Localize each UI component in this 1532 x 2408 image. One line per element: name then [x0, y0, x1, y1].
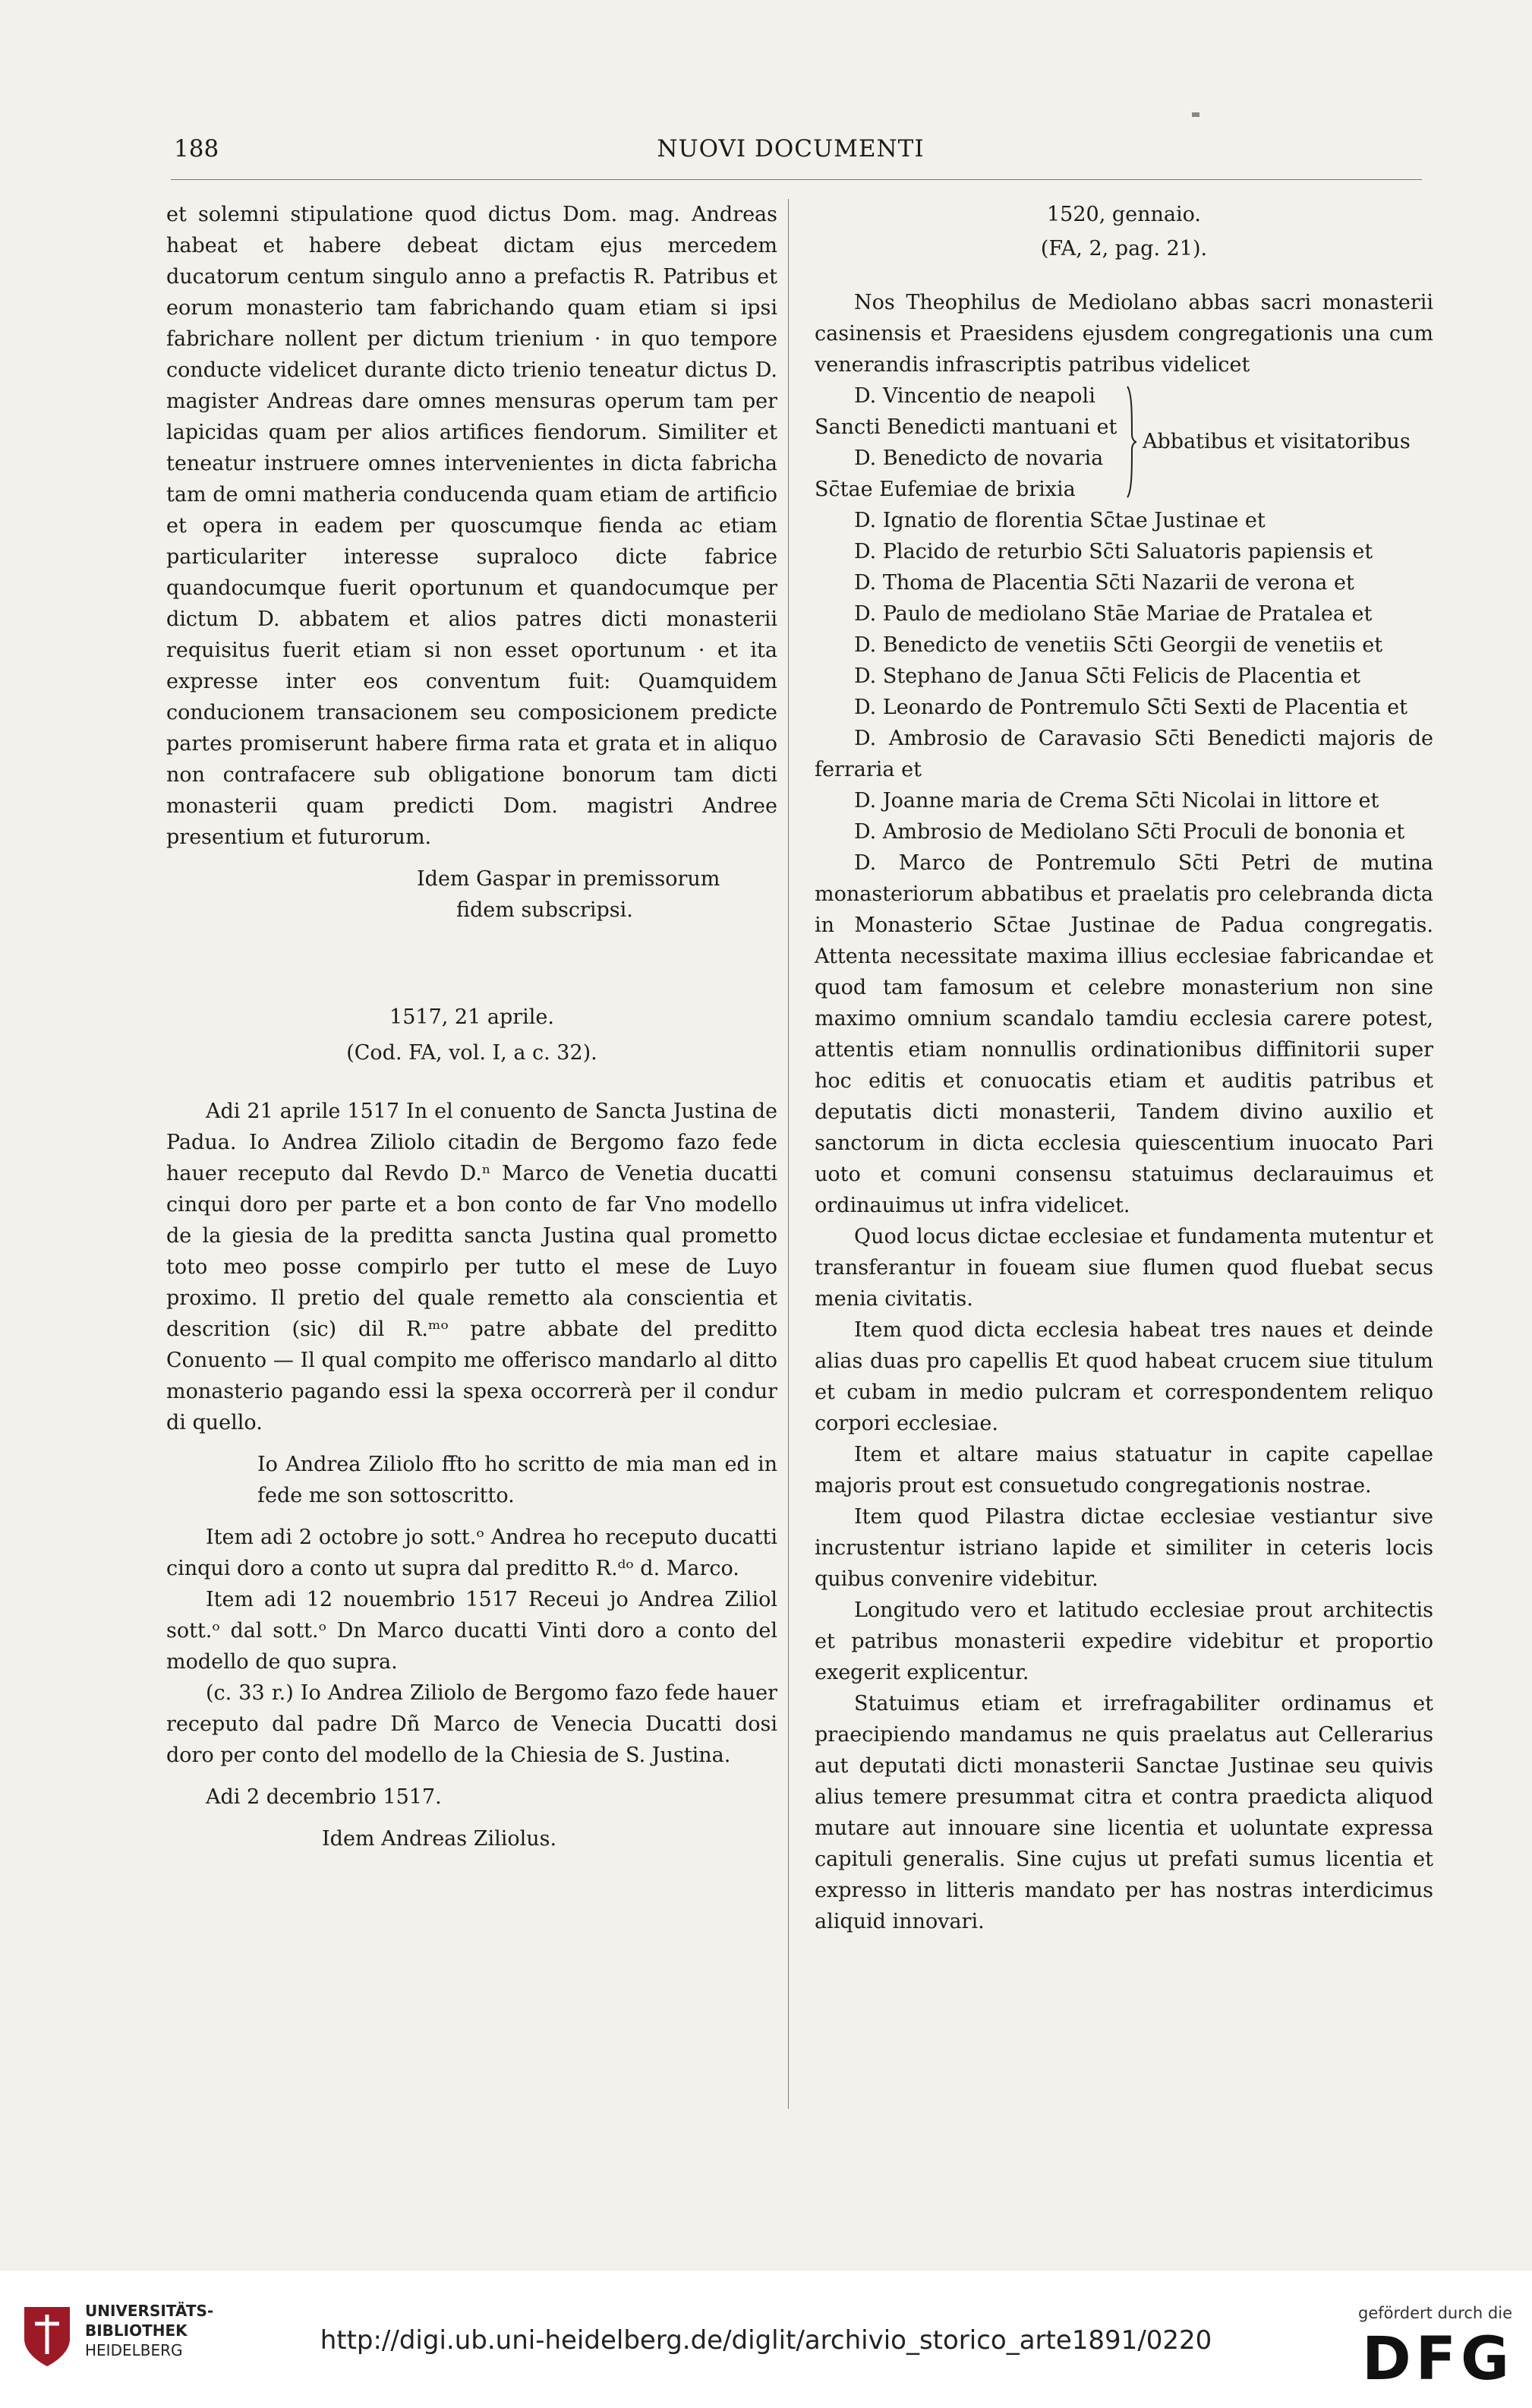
bracket-label: Abbatibus et visitatoribus — [1143, 430, 1411, 453]
page-number: 188 — [174, 135, 219, 163]
paragraph-item-c33: (c. 33 r.) Io Andrea Ziliolo de Bergomo fazo fede hauer receputo dal padre Dñ Marco de Venecia Ducatti dosi doro per conto del modello de la Chiesia de S. Justina. — [166, 1681, 777, 1767]
paragraph-item-naves: Item quod dicta ecclesia habeat tres naues et deinde alias duas pro capellis Et quod habeat crucem siue titulum et cubam in medio pulcram et correspondentem reliquo corpori ecclesiae. — [815, 1318, 1433, 1435]
document-date: 1517, 21 aprile. — [389, 1005, 554, 1029]
abbots-bracket-group — [815, 380, 1433, 505]
document-date: 1520, gennaio. — [1046, 203, 1201, 226]
library-line: HEIDELBERG — [85, 2341, 183, 2359]
abbots-list-continued — [815, 785, 1433, 847]
sponsor-label: gefördert durch die — [1358, 2304, 1512, 2322]
document-source: (Cod. FA, vol. I, a c. 32). — [346, 1041, 597, 1065]
paragraph-item-october: Item adi 2 octobre jo sott.ᵒ Andrea ho receputo ducatti cinqui doro a conto ut supra dal preditto R.ᵈᵒ d. Marco. — [166, 1526, 777, 1580]
paragraph-contract: et solemni stipulatione quod dictus Dom. mag. Andreas habeat et habere debeat dictam ejus mercedem ducatorum centum singulo anno a prefactis R. Patribus et eorum monasterio tam fabrichando quam etiam si ipsi fabrichare nollent per dictum trienium · in quo tempore conducte videlicet durante dicto trienio teneatur dictus D. magister Andreas dare omnes mensuras operum tam per lapicidas quam per alios artifices fiendorum. Similiter et teneatur instruere omnes intervenientes in dicta fabricha tam de omni matheria conducenda quam etiam de artificio et opera in eadem per quoscumque fienda ac etiam particulariter interesse supraloco dicte fabrice quandocumque fuerit oportunum et quandocumque per dictum D. abbatem et alios patres dicti monasterii requisitus fuerit etiam si non esset oportunum · et ita expresse inter eos conventum fuit: Quamquidem conducionem transacionem seu composicionem predicte partes promiserunt habere firma rata et grata et in aliquo non contrafacere sub obligatione bonorum tam dicti monasterii quam predicti Dom. magistri Andree presentium et futurorum. — [166, 203, 777, 849]
paragraph-intro: Nos Theophilus de Mediolano abbas sacri monasterii casinensis et Praesidens ejusdem congregationis una cum venerandis infrascriptis patribus videlicet — [815, 291, 1433, 377]
paragraph-item-november: Item adi 12 nouembrio 1517 Receui jo Andrea Ziliol sott.ᵒ dal sott.ᵒ Dn Marco ducatti Vinti doro a conto del modello de quo supra. — [166, 1588, 777, 1674]
list-item: D. Vincentio de neapoli — [854, 384, 1095, 408]
list-item: D. Placido de returbio Sc̄ti Saluatoris papiensis et — [854, 540, 1373, 563]
dfg-logo: DFG — [1361, 2325, 1514, 2394]
curly-brace-icon — [1124, 385, 1138, 499]
list-item: D. Stephano de Janua Sc̄ti Felicis de Placentia et — [854, 664, 1361, 688]
page-header — [171, 135, 1411, 172]
signature-ziliolo: Io Andrea Ziliolo ff̄to ho scritto de mia man ed in fede me son sottoscritto. — [257, 1453, 777, 1507]
signature-line: fidem subscripsi. — [456, 898, 633, 922]
list-item: D. Benedicto de novaria — [854, 447, 1104, 470]
paragraph-statuimus: Statuimus etiam et irrefragabiliter ordinamus et praecipiendo mandamus ne quis praelatus aut Cellerarius aut deputati dicti monasterii Sanctae Justinae seu quivis alius temere presummat citra et contra praedicta aliquod mutare aut innouare sine licentia et uoluntate expressa capituli generalis. Sine cujus ut prefati sumus licentia et expresso in litteris mandato per has nostras interdicimus aliquid innovari. — [815, 1692, 1433, 1933]
document-source: (FA, 2, pag. 21). — [1040, 237, 1208, 260]
bracket-names — [815, 380, 1117, 505]
left-column — [166, 199, 777, 1854]
list-item: D. Benedicto de venetiis Sc̄ti Georgii de venetiis et — [854, 633, 1383, 657]
permalink-url[interactable]: http://digi.ub.uni-heidelberg.de/diglit/archivio_storico_arte1891/0220 — [320, 2325, 1212, 2356]
list-item: D. Paulo de mediolano Stāe Mariae de Pratalea et — [854, 602, 1373, 626]
paragraph-longitudo: Longitudo vero et latitudo ecclesiae prout architectis et patribus monasterii expedire videbitur et proportio exegerit explicentur. — [815, 1598, 1433, 1684]
paragraph-receipt: Adi 21 aprile 1517 In el conuento de Sancta Justina de Padua. Io Andrea Ziliolo citadin de Bergomo fazo fede hauer receputo dal Revdo D.ⁿ Marco de Venetia ducatti cinqui doro per parte et a bon conto de far Vno modello de la giesia de la preditta sancta Justina qual prometto toto meo posse compirlo per tutto el mese de Luyo proximo. Il pretio del quale remetto ala conscientia et descrition (sic) dil R.ᵐᵒ patre abbate del preditto Conuento — Il qual compito me offerisco mandarlo al ditto monasterio pagando essi la spexa occorrerà per il condur di quello. — [166, 1100, 777, 1434]
paragraph-item-pilastra: Item quod Pilastra dictae ecclesiae vestiantur sive incrustentur istriano lapide et similiter in ceteris locis quibus convenire videbitur. — [815, 1505, 1433, 1591]
signature-line: Idem Gaspar in premissorum — [417, 867, 720, 891]
paragraph-quod: Quod locus dictae ecclesiae et fundamenta mutentur et transferantur in foueam siue flumen quod fluebat secus menia civitatis. — [815, 1225, 1433, 1311]
list-item: Sancti Benedicti mantuani et — [815, 415, 1117, 439]
paragraph-decree: D. Marco de Pontremulo Sc̄ti Petri de mutina monasteriorum abbatibus et praelatis pro celebranda dicta in Monasterio Sc̄tae Justinae de Padua congregatis. Attenta necessitate maxima illius ecclesiae fabricandae et quod tam famosum et celebre monasterium non sine maximo omnium scandalo tamdiu ecclesia carere potest, attentis etiam nonnullis ordinationibus diffinitorii super hoc editis et conuocatis etiam et auditis patribus et deputatis dicti monasterii, Tandem divino auxilio et sanctorum in dicta ecclesia quiescentium inuocato Pari uoto et comuni consensu statuimus declarauimus et ordinauimus ut infra videlicet. — [815, 851, 1433, 1217]
signature-gaspar — [166, 863, 777, 926]
header-rule — [171, 179, 1422, 180]
library-line: UNIVERSITÄTS- — [85, 2302, 214, 2320]
paragraph-item-altare: Item et altare maius statuatur in capite capellae majoris prout est consuetudo congregationis nostrae. — [815, 1443, 1433, 1498]
abbots-list — [815, 505, 1433, 723]
signature-ziliolus: Idem Andreas Ziliolus. — [322, 1827, 557, 1851]
digitization-footer — [0, 2271, 1532, 2408]
print-mark — [1192, 112, 1199, 117]
paragraph-date-december: Adi 2 decembrio 1517. — [206, 1785, 442, 1809]
list-item: Sc̄tae Eufemiae de brixia — [815, 478, 1076, 501]
list-item: D. Joanne maria de Crema Sc̄ti Nicolai in littore et — [854, 789, 1379, 813]
list-item: D. Ambrosio de Caravasio Sc̄ti Benedicti majoris de ferraria et — [815, 727, 1433, 781]
library-line: BIBLIOTHEK — [85, 2321, 188, 2340]
right-column — [815, 199, 1433, 1937]
running-title: NUOVI DOCUMENTI — [657, 135, 925, 163]
list-item: D. Leonardo de Pontremulo Sc̄ti Sexti de Placentia et — [854, 696, 1407, 719]
list-item: D. Thoma de Placentia Sc̄ti Nazarii de verona et — [854, 571, 1354, 595]
column-divider — [788, 199, 789, 2109]
list-item: D. Ignatio de florentia Sc̄tae Justinae et — [854, 509, 1266, 532]
list-item: D. Ambrosio de Mediolano Sc̄ti Proculi de bononia et — [854, 820, 1405, 844]
